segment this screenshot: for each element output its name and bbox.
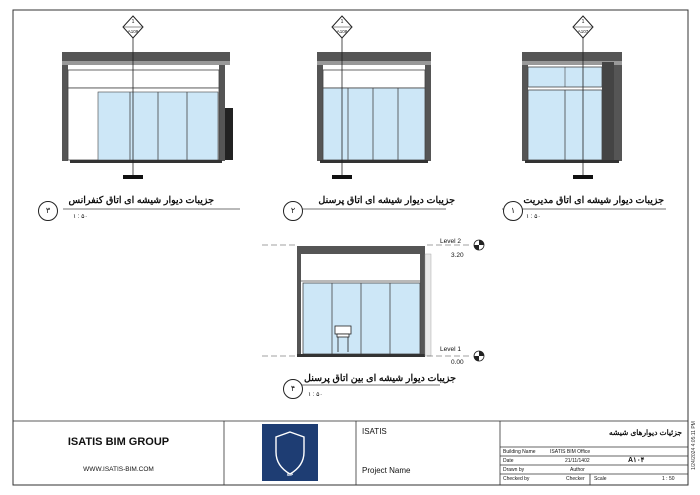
view-scale-3: ۱ : ۵۰	[73, 214, 88, 220]
view-title-2: جزیبات دیوار شیشه ای اتاق پرسنل	[318, 195, 455, 206]
view-scale-4: ۱ : ۵۰	[308, 392, 323, 398]
elevation-view-3	[62, 16, 233, 179]
view-title-4: جزیبات دیوار شیشه ای بین اتاق پرسنل	[304, 373, 456, 384]
project-label: ISATIS	[362, 427, 387, 436]
field-building-name-key: Building Name	[503, 449, 536, 455]
scale-label: Scale	[594, 476, 607, 482]
level-1-name: Level 1	[440, 346, 461, 353]
company-website: WWW.ISATIS-BIM.COM	[83, 466, 154, 473]
view-number-1: ۱	[503, 201, 523, 221]
elevation-view-2	[317, 16, 431, 179]
level-marker-1	[474, 351, 484, 361]
elevation-view-1	[522, 16, 622, 179]
view-number-4: ۴	[283, 379, 303, 399]
view-scale-1: ۱ : ۵۰	[526, 214, 541, 220]
project-name: Project Name	[362, 466, 411, 475]
field-drawn-by-value: Author	[570, 467, 585, 473]
field-checked-by-value: Checker	[566, 476, 585, 482]
field-building-name-value: ISATIS BIM Office	[550, 449, 591, 455]
level-2-name: Level 2	[440, 238, 461, 245]
view-number-3: ۳	[38, 201, 58, 221]
level-1-elevation: 0.00	[451, 359, 464, 366]
level-marker-2	[474, 240, 484, 250]
section-mark-3-sheet: A109	[127, 29, 139, 34]
section-mark-1-sheet: A107	[577, 29, 589, 34]
company-name: ISATIS BIM GROUP	[67, 436, 170, 448]
section-mark-2-top: 1	[340, 19, 344, 25]
sheet-title: جزئیات دیوارهای شیشه	[608, 428, 682, 437]
view-number-2: ۲	[283, 201, 303, 221]
scale-value: 1 : 50	[662, 476, 675, 482]
print-date: 1/24/2024 4:05:11 PM	[691, 421, 697, 470]
level-2-elevation: 3.20	[451, 252, 464, 259]
logo-text: SIP	[286, 472, 294, 477]
field-date-key: Date	[503, 458, 514, 464]
section-mark-2-sheet: A108	[336, 29, 348, 34]
field-date-value: 21/11/1402	[565, 458, 590, 464]
view-title-1: جزیبات دیوار شیشه ای اتاق مدیریت	[523, 195, 664, 206]
section-mark-1-top: 1	[581, 19, 585, 25]
view-title-3: جزیبات دیوار شیشه ای اتاق کنفرانس	[68, 195, 214, 206]
elevation-view-4	[262, 245, 470, 357]
section-mark-3-top: 1	[131, 19, 135, 25]
sheet-number: A۱۰۴	[628, 457, 645, 464]
field-checked-by-key: Checked by	[503, 476, 530, 482]
field-drawn-by-key: Drawn by	[503, 467, 525, 473]
